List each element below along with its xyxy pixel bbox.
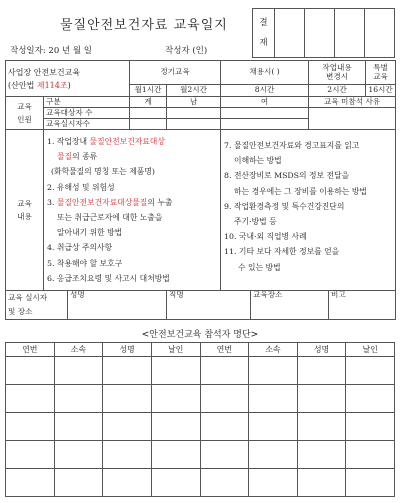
content-line: 5. 착용해야 할 보호구 [47,258,123,268]
roster-cell[interactable] [151,357,200,385]
roster-cell[interactable] [346,357,395,385]
female-header: 여 [221,97,309,108]
roster-cell[interactable] [346,385,395,413]
roster-cell[interactable] [6,441,55,469]
monthly-1h: 월1시간 [130,85,167,97]
content-line: (화학물질의 명칭 또는 제품명) [51,167,155,177]
approval-sign-cell[interactable] [365,9,395,58]
write-date-label: 작성일자: 20 년 월 일 [10,46,92,56]
roster-header: 성명 [297,343,346,357]
roster-cell[interactable] [249,469,298,497]
roster-cell[interactable] [200,413,249,441]
roster-header: 연번 [6,343,55,357]
roster-cell[interactable] [200,441,249,469]
education-form [5,60,396,320]
roster-cell[interactable] [54,357,103,385]
roster-cell[interactable] [297,357,346,385]
roster-cell[interactable] [103,357,152,385]
content-line: 2. 유해성 및 위험성 [47,182,115,192]
content-line: 9. 작업환경측정 및 특수건강진단의 [224,201,345,211]
roster-cell[interactable] [346,469,395,497]
roster-cell[interactable] [297,441,346,469]
roster-cell[interactable] [54,385,103,413]
attendee-roster [5,342,395,497]
roster-cell[interactable] [297,469,346,497]
roster-cell[interactable] [346,413,395,441]
hire-hours: 8시간 [221,85,309,97]
change-hours: 2시간 [309,85,366,97]
roster-cell[interactable] [200,357,249,385]
roster-cell[interactable] [249,385,298,413]
content-line: 알아내기 위한 방법 [57,228,123,238]
remark-field[interactable]: 비고 [329,291,396,320]
roster-cell[interactable] [103,441,152,469]
content-label: 교육 내용 [6,130,44,291]
absence-reason-header: 교육 미참석 사유 [309,97,396,108]
content-line: 물질의 종류 [57,152,98,162]
approval-sign-cell[interactable] [335,9,365,58]
hire-edu-label[interactable]: 채용시( ) [221,61,309,85]
roster-cell[interactable] [6,385,55,413]
approval-sign-cell[interactable] [305,9,335,58]
roster-cell[interactable] [54,441,103,469]
roster-cell[interactable] [6,469,55,497]
instructor-name-field[interactable]: 성명 [68,291,167,320]
roster-header: 날인 [346,343,395,357]
roster-row [6,469,395,497]
approval-sign-cell[interactable] [275,9,305,58]
absence-reason-cell[interactable] [309,108,396,130]
roster-cell[interactable] [249,441,298,469]
instructor-position-field[interactable]: 직명 [167,291,251,320]
roster-cell[interactable] [103,469,152,497]
roster-cell[interactable] [200,385,249,413]
male-header: 남 [167,97,221,108]
roster-row [6,441,395,469]
author-label: 작성자 (인) [165,46,208,56]
roster-cell[interactable] [346,441,395,469]
roster-cell[interactable] [200,469,249,497]
roster-cell[interactable] [151,469,200,497]
roster-header: 날인 [151,343,200,357]
content-line: 7. 물질안전보건자료와 경고표지를 읽고 [224,141,360,150]
roster-header: 소속 [249,343,298,357]
content-line: 8. 전산장비로 MSDS의 정보 전달을 [224,171,350,181]
total-header: 계 [130,97,167,108]
roster-header: 연번 [200,343,249,357]
target-total-cell[interactable] [130,108,167,119]
approval-box [252,8,395,58]
regular-edu-label: 정기교육 [130,61,221,85]
roster-cell[interactable] [103,413,152,441]
roster-cell[interactable] [6,413,55,441]
content-line: 6. 응급조치요령 및 사고시 대처방법 [47,273,170,283]
monthly-2h: 월2시간 [167,85,221,97]
content-line: 3. 물질안전보건자료대상물질의 누출 [47,197,173,207]
personnel-label: 교육 인원 [6,97,44,130]
roster-row [6,385,395,413]
instructor-label: 교육 실시자 및 장소 [6,291,68,320]
content-list-left [44,130,221,291]
change-edu-label: 작업내용 변경시 [309,61,366,85]
actual-female-cell[interactable] [221,119,309,130]
page-title: 물질안전보건자료 교육일지 [60,18,228,33]
course-cell: 사업장 안전보건교육 (산안법 제114조) [6,61,130,97]
actual-total-cell[interactable] [130,119,167,130]
roster-cell[interactable] [297,413,346,441]
content-line: 4. 취급상 주의사항 [47,243,113,253]
content-line: 이해하는 방법 [234,156,282,166]
content-line: 수 있는 방법 [238,262,281,272]
roster-cell[interactable] [54,469,103,497]
approval-label: 결 재 [253,9,275,58]
content-line: 주기·방법 등 [234,217,277,227]
content-line: 11. 기타 보다 자세한 정보를 얻을 [224,247,340,257]
edu-place-field[interactable]: 교육장소 [251,291,329,320]
roster-cell[interactable] [6,357,55,385]
actual-male-cell[interactable] [167,119,221,130]
content-line: 하는 경우에는 그 장비를 이용하는 방법 [234,186,367,196]
special-edu-label: 특별 교육 [366,61,396,85]
roster-row [6,413,395,441]
roster-row [6,357,395,385]
content-line: 10. 국내·외 직업병 사례 [224,232,307,242]
roster-cell[interactable] [151,385,200,413]
content-line: 1. 작업장내 물질안전보건자료대상 [47,137,165,146]
roster-cell[interactable] [151,413,200,441]
roster-title: <안전보건교육 참석자 명단> [141,330,259,340]
roster-cell[interactable] [103,385,152,413]
target-count-label: 교육대상자 수 [44,108,130,119]
target-female-cell[interactable] [221,108,309,119]
roster-cell[interactable] [297,385,346,413]
roster-cell[interactable] [249,357,298,385]
roster-header: 성명 [103,343,152,357]
roster-cell[interactable] [54,413,103,441]
roster-header: 소속 [54,343,103,357]
content-list-right [221,130,396,291]
roster-cell[interactable] [151,441,200,469]
target-male-cell[interactable] [167,108,221,119]
actual-count-label: 교육실시자수 [44,119,130,130]
roster-cell[interactable] [249,413,298,441]
special-hours: 16시간 [366,85,396,97]
category-header: 구분 [44,97,130,108]
content-line: 또는 취급근로자에 대한 노출을 [57,213,163,223]
